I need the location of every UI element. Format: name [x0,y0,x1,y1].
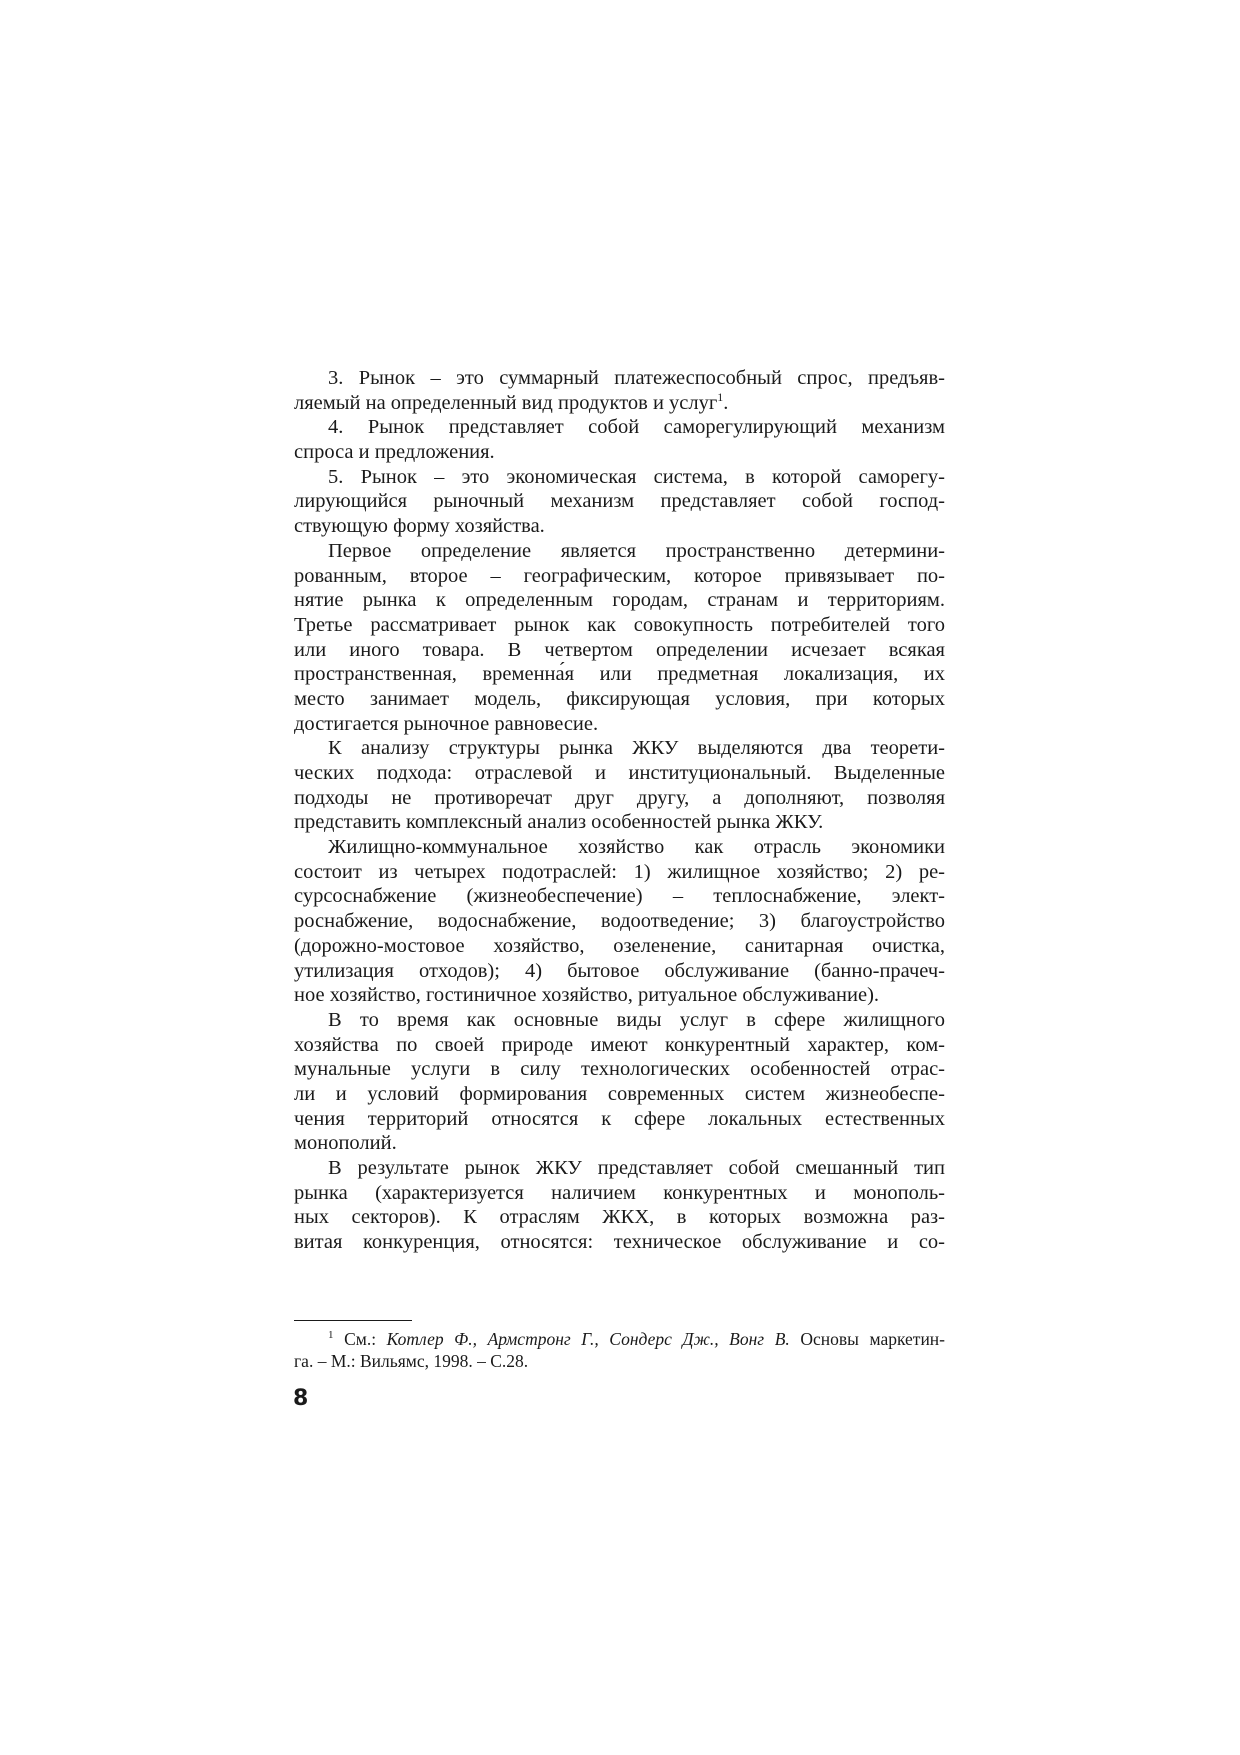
paragraph-line: ли и условий формирования современных систем жизнеобеспе- [294,1082,945,1105]
footnote-marker: 1 [328,1329,334,1341]
footnote-line: га. – М.: Вильямс, 1998. – С.28. [294,1351,529,1371]
paragraph-line: рынка (характеризуется наличием конкурентных и монополь- [294,1181,945,1204]
paragraph-line: утилизация отходов); 4) бытовое обслуживание (банно-прачеч- [294,959,945,982]
paragraph-line: В результате рынок ЖКУ представляет собой смешанный тип [328,1157,945,1179]
paragraph-line: ческих подхода: отраслевой и институциональный. Выделенные [294,762,945,784]
paragraph-line: В то время как основные виды услуг в сфере жилищного [328,1008,945,1031]
paragraph-line: чения территорий относятся к сфере локальных естественных [294,1107,945,1130]
paragraph-line-text: ляемый на определенный вид продуктов и услуг [294,391,718,414]
paragraph-line: сурсоснабжение (жизнеобеспечение) – теплоснабжение, элект- [294,885,945,908]
paragraph-line: рованным, второе – географическим, которое привязывает по- [294,564,945,587]
paragraph-line: монополий. [294,1132,397,1155]
paragraph-line: Первое определение является пространственно детермини- [328,539,945,562]
paragraph-line: К анализу структуры рынка ЖКУ выделяются два теорети- [328,737,945,760]
paragraph-line: витая конкуренция, относятся: техническое обслуживание и со- [294,1231,945,1254]
paragraph-line: лирующийся рыночный механизм представляет собой господ- [294,490,945,513]
paragraph-line: Третье рассматривает рынок как совокупность потребителей того [294,613,945,636]
paragraph-line: роснабжение, водоснабжение, водоотведение; 3) благоустройство [294,910,945,933]
paragraph-line [294,391,945,416]
paragraph-line: состоит из четырех подотраслей: 1) жилищное хозяйство; 2) ре- [294,860,945,883]
paragraph-line: 4. Рынок представляет собой саморегулирующий механизм [328,416,945,439]
paragraph-line: пространственная, временна́я или предметная локализация, их [294,663,945,686]
paragraph-line: ных секторов). К отраслям ЖКХ, в которых возможна раз- [294,1206,945,1229]
paragraph-line: 3. Рынок – это суммарный платежеспособный спрос, предъяв- [328,367,945,389]
footnote-authors: Котлер Ф., Армстронг Г., Сондерс Дж., Вонг В. [386,1329,790,1349]
paragraph-line: спроса и предложения. [294,441,495,464]
footnote-line [294,1328,945,1350]
paragraph-line: ное хозяйство, гостиничное хозяйство, ритуальное обслуживание). [294,984,880,1007]
paragraph-line: подходы не противоречат друг другу, а дополняют, позволяя [294,786,945,809]
paragraph-line: хозяйства по своей природе имеют конкурентный характер, ком- [294,1033,945,1056]
paragraph-line: нятие рынка к определенным городам, странам и территориям. [294,589,945,612]
paragraph-line: место занимает модель, фиксирующая условия, при которых [294,687,945,710]
paragraph-line: достигается рыночное равновесие. [294,712,599,735]
paragraph-line: (дорожно-мостовое хозяйство, озеленение, санитарная очистка, [294,934,945,957]
footnote-title: Основы маркетин- [789,1329,945,1349]
footnote-reference[interactable]: 1 [717,389,724,404]
line-end-punctuation: . [723,391,729,414]
footnote-prefix: См.: [333,1329,387,1349]
paragraph-line: мунальные услуги в силу технологических особенностей отрас- [294,1058,945,1081]
paragraph-line: представить комплексный анализ особенностей рынка ЖКУ. [294,811,824,834]
paragraph-line: ствующую форму хозяйства. [294,515,545,538]
page-number: 8 [293,1386,309,1411]
paragraph-line: или иного товара. В четвертом определении исчезает всякая [294,638,945,661]
body-text [294,366,945,1255]
footnote-separator [294,1320,412,1321]
footnote [294,1328,945,1372]
paragraph-line: Жилищно-коммунальное хозяйство как отрасль экономики [328,836,945,859]
paragraph-line: 5. Рынок – это экономическая система, в которой саморегу- [328,465,945,488]
